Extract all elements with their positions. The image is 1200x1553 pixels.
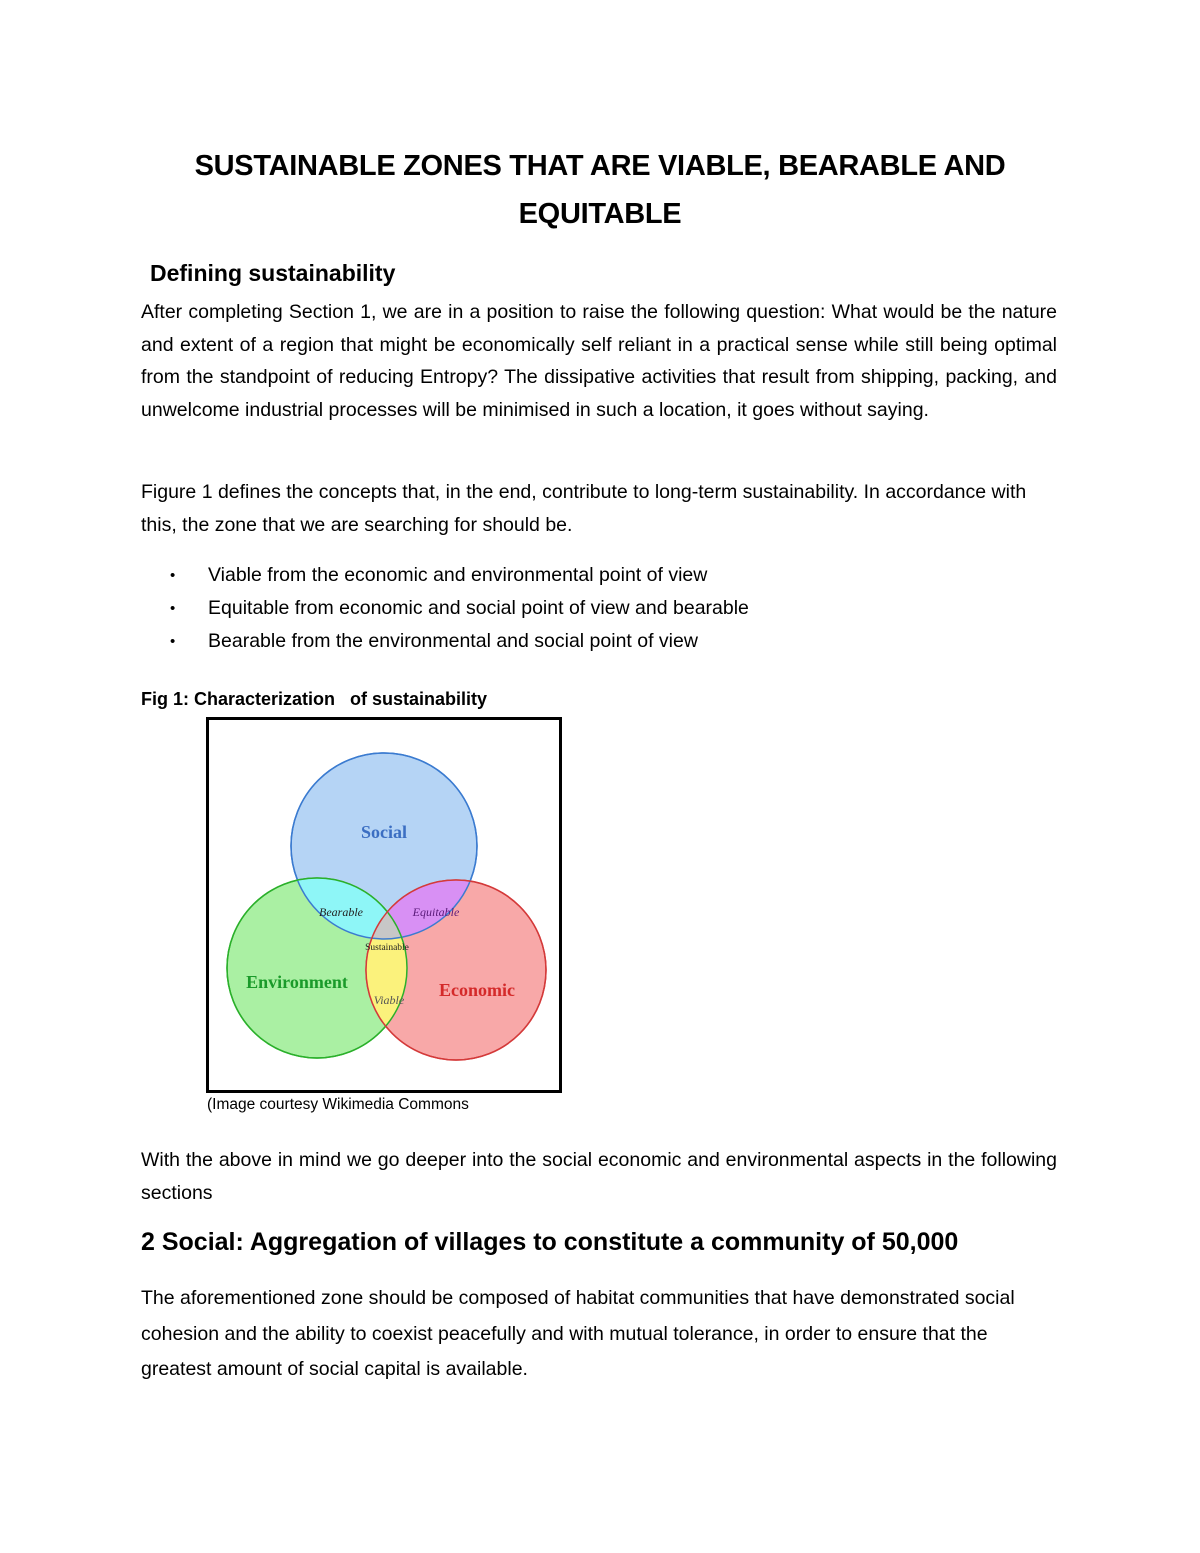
- label-viable: Viable: [373, 993, 405, 1007]
- paragraph-figure-reference: Figure 1 defines the concepts that, in the end, contribute to long-term sustainability. In accordance with this, the zone that we are searching for should be.: [141, 481, 1027, 536]
- image-credit: (Image courtesy Wikimedia Commons: [207, 1096, 469, 1113]
- venn-diagram: [209, 720, 559, 1090]
- criteria-list: [170, 559, 749, 658]
- label-environment: Environment: [246, 972, 348, 992]
- paragraph-intro: After completing Section 1, we are in a position to raise the following question: What would be the nature and extent of a region that might be economically self reliant in a practical sense while still being optimal from the standpoint of reducing Entropy? The dissipative activities that result from shipping, packing, and unwelcome industrial processes will be minimised in such a location, it goes without saying.: [141, 301, 1057, 421]
- label-bearable: Bearable: [319, 905, 363, 919]
- figure-caption: Fig 1: Characterization of sustainability: [141, 689, 488, 709]
- label-sustainable: Sustainable: [365, 943, 409, 953]
- title-line-1: SUSTAINABLE ZONES THAT ARE VIABLE, BEARABLE AND: [194, 150, 1006, 182]
- list-item: • Bearable from the environmental and social point of view: [170, 625, 749, 658]
- paragraph-transition: With the above in mind we go deeper into the social economic and environmental aspects in the following sections: [141, 1149, 1057, 1204]
- section-heading-social: 2 Social: Aggregation of villages to constitute a community of 50,000: [141, 1228, 959, 1256]
- label-social: Social: [360, 822, 408, 842]
- paragraph-social: The aforementioned zone should be composed of habitat communities that have demonstrated social cohesion and the ability to coexist peacefully and with mutual tolerance, in order to ensure that the greatest amount of social capital is available.: [141, 1287, 1015, 1380]
- title-line-2: EQUITABLE: [518, 198, 682, 230]
- section-heading-defining: Defining sustainability: [150, 260, 396, 286]
- venn-diagram-frame: [206, 717, 562, 1093]
- label-economic: Economic: [439, 980, 515, 1000]
- document-title: [140, 142, 1060, 238]
- list-item: • Equitable from economic and social point of view and bearable: [170, 592, 749, 625]
- label-equitable: Equitable: [412, 905, 460, 919]
- list-item: • Viable from the economic and environmental point of view: [170, 559, 749, 592]
